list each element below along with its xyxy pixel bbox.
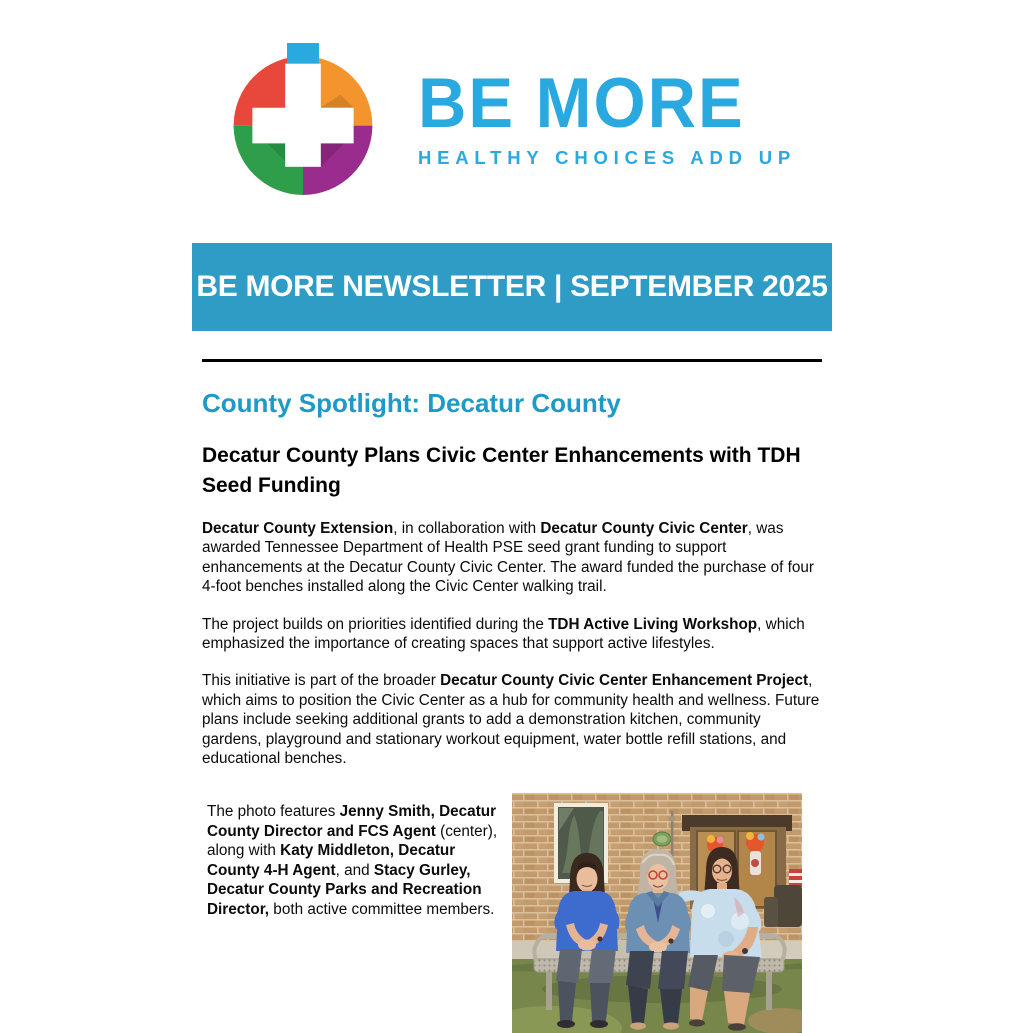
photo-row bbox=[192, 793, 832, 1033]
logo-text-block bbox=[417, 63, 797, 169]
divider-line bbox=[202, 359, 822, 362]
photo-caption: The photo features Jenny Smith, Decatur County Director and FCS Agent (center), along with Katy Middleton, Decatur County 4-H Agent, and Stacy Gurley, Decatur County Parks and Recreation Director, both active committee members. bbox=[207, 803, 498, 918]
article-paragraph-1: Decatur County Extension, in collaboration with Decatur County Civic Center, was awarded Tennessee Department of Health PSE seed grant funding to support enhancements at the Decatur County Civic Center. The award funded the purchase of four 4-foot benches installed along the Civic Center walking trail. bbox=[202, 520, 814, 596]
brand-header bbox=[192, 38, 832, 200]
group-photo bbox=[512, 793, 802, 1033]
article-paragraph-3: This initiative is part of the broader Decatur County Civic Center Enhancement Project, which aims to position the Civic Center as a hub for community health and wellness. Future plans include seeking additional grants to add a demonstration kitchen, community gardens, playground and stationary workout equipment, water bottle refill stations, and educational benches. bbox=[202, 672, 820, 768]
article-title: Decatur County Plans Civic Center Enhancements with TDH Seed Funding bbox=[202, 444, 801, 497]
newsletter-banner: BE MORE NEWSLETTER | SEPTEMBER 2025 bbox=[192, 243, 832, 331]
newsletter-page bbox=[192, 0, 832, 1033]
bemore-logo-icon bbox=[228, 38, 378, 200]
logo-tagline: HEALTHY CHOICES ADD UP bbox=[417, 146, 797, 168]
logo-wordmark: BE MORE bbox=[417, 63, 745, 143]
article-paragraph-2: The project builds on priorities identified during the TDH Active Living Workshop, which emphasized the importance of creating spaces that support active lifestyles. bbox=[202, 615, 805, 653]
section-heading: County Spotlight: Decatur County bbox=[202, 388, 621, 418]
